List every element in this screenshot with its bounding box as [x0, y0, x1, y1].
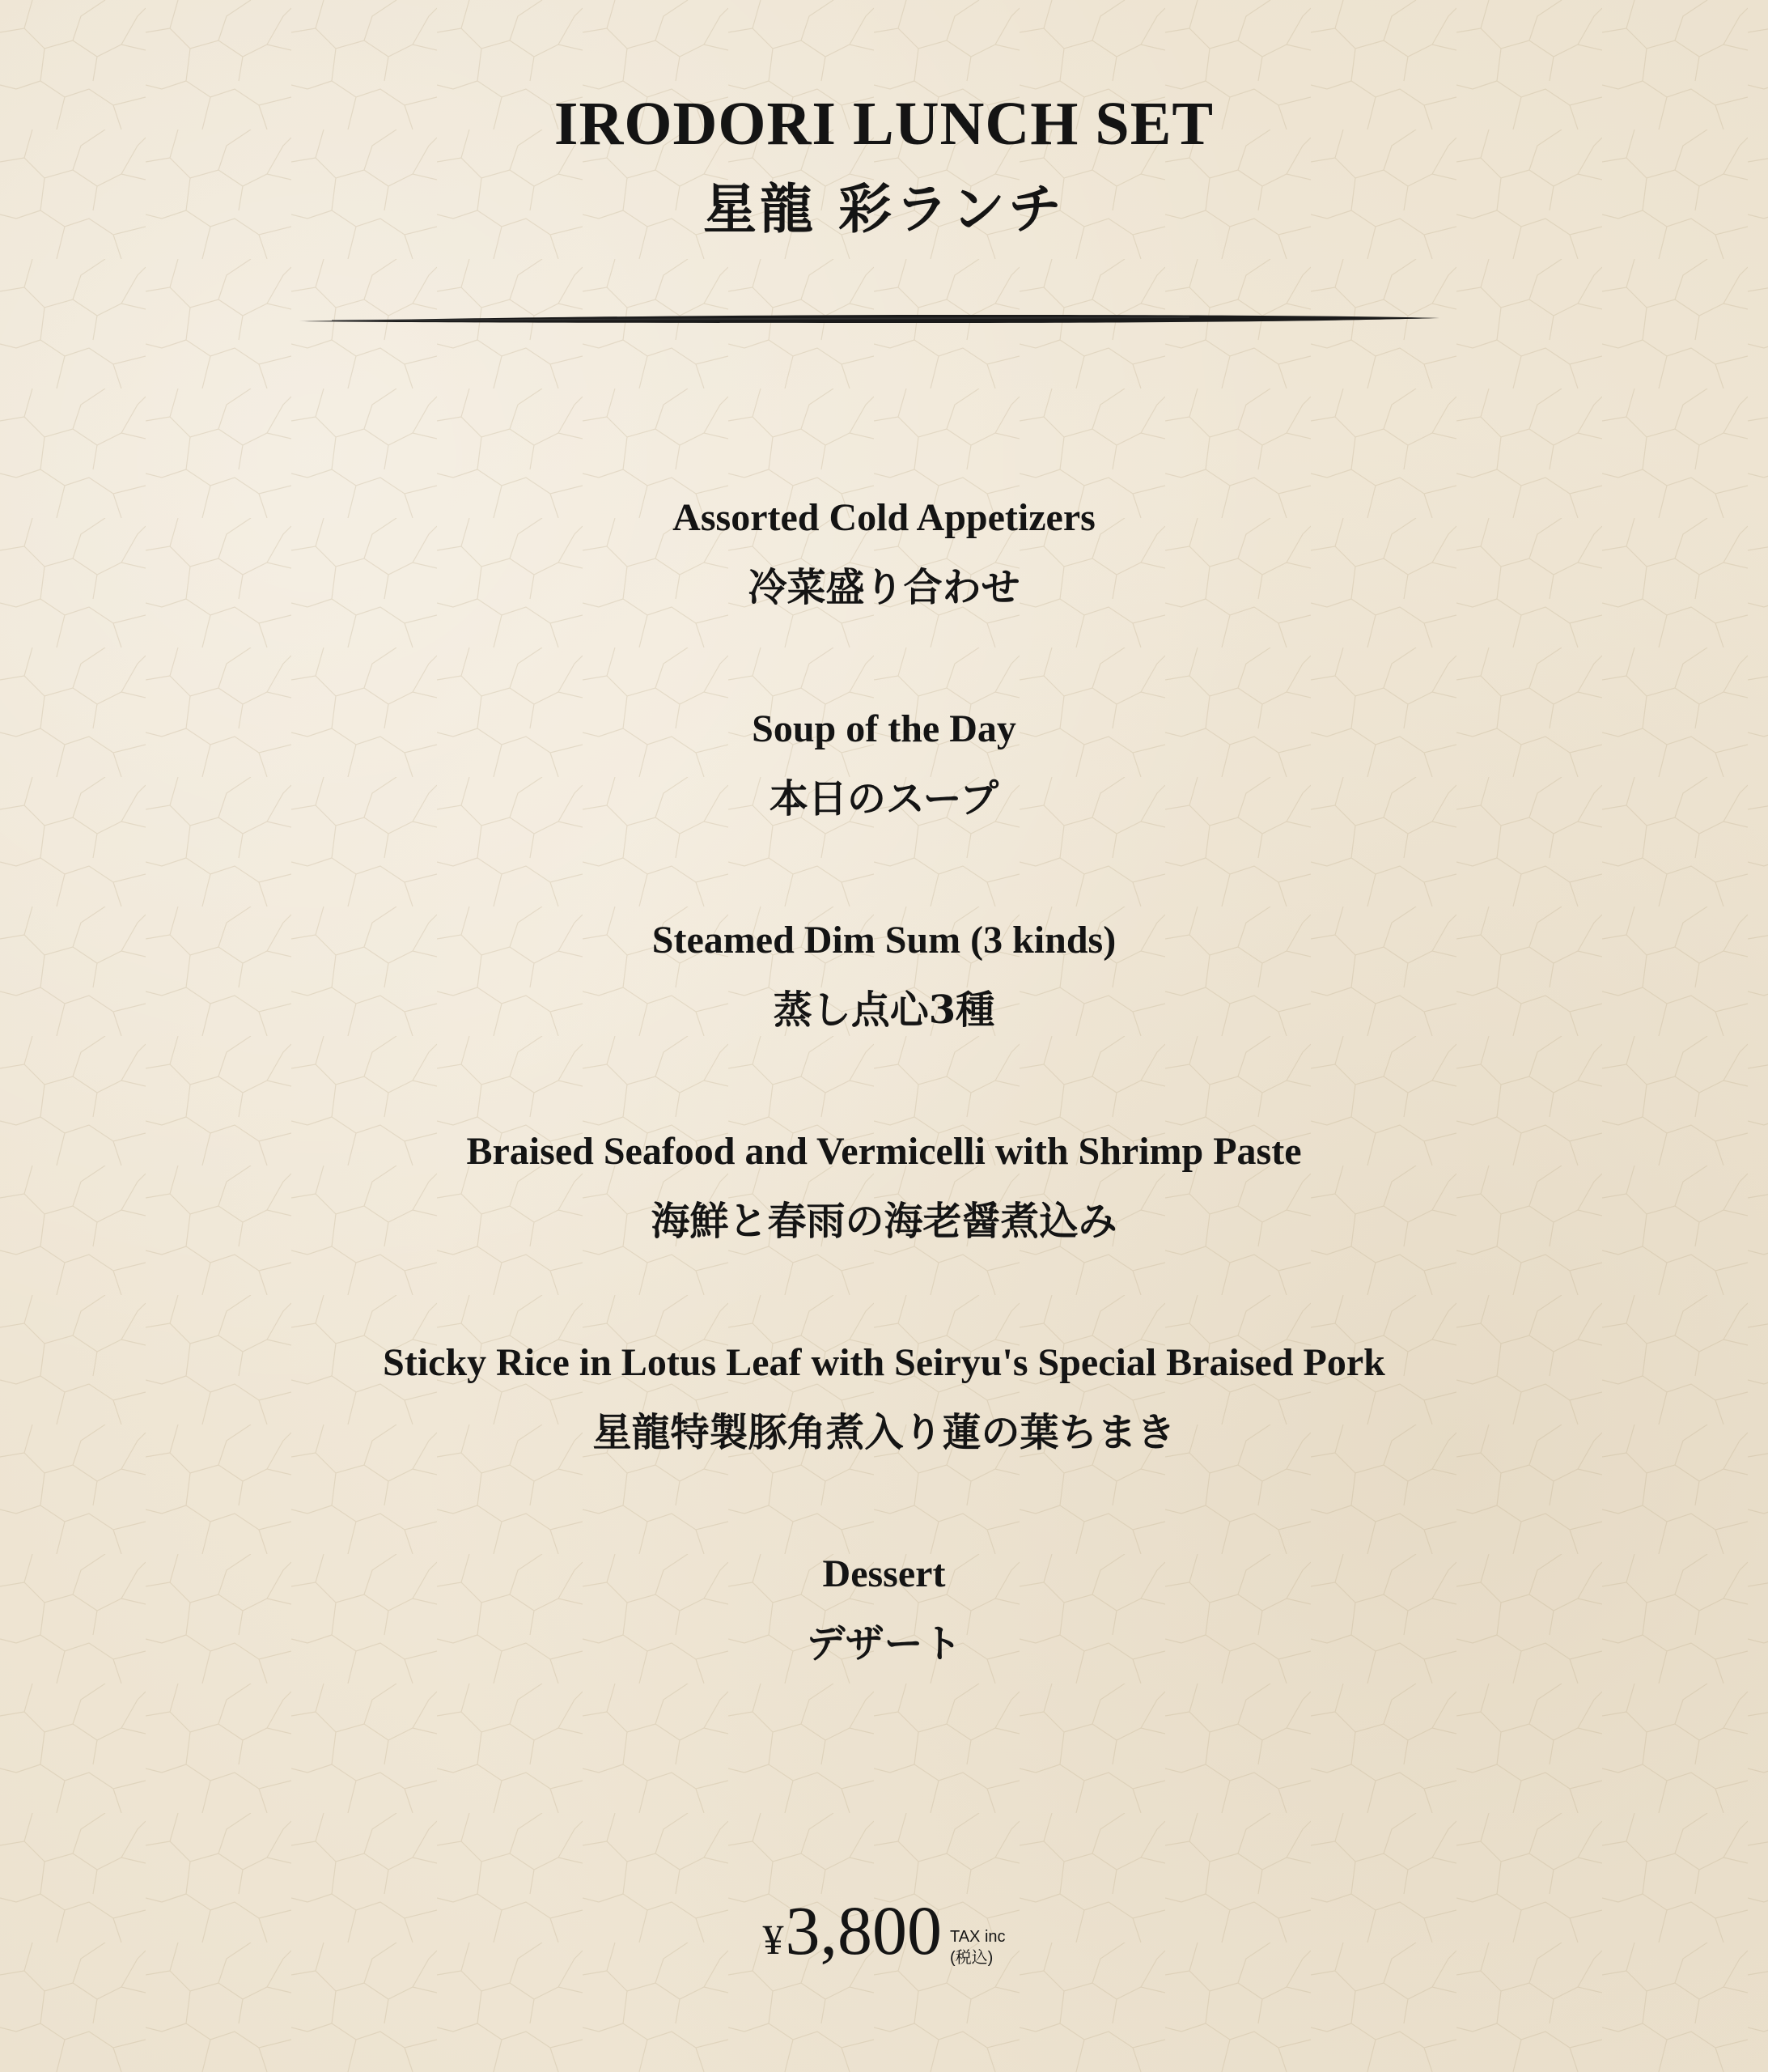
currency-symbol: ¥	[762, 1917, 784, 1964]
course-name-english: Dessert	[822, 1552, 946, 1595]
price-amount: 3,800	[785, 1892, 942, 1969]
course-name-japanese: 蒸し点心3種	[773, 987, 995, 1033]
course-item	[0, 908, 1768, 1119]
course-name-japanese: デザート	[806, 1621, 962, 1667]
brush-divider	[299, 310, 1440, 329]
course-name-english: Soup of the Day	[752, 707, 1016, 750]
course-name-japanese: 海鮮と春雨の海老醤煮込み	[651, 1199, 1117, 1244]
course-item	[0, 486, 1768, 697]
course-name-english: Steamed Dim Sum (3 kinds)	[651, 919, 1117, 962]
course-name-english: Sticky Rice in Lotus Leaf with Seiryu's Special Braised Pork	[383, 1341, 1385, 1384]
tax-note-japanese: (税込)	[949, 1949, 994, 1967]
course-name-english: Assorted Cold Appetizers	[672, 496, 1096, 539]
course-name-japanese: 星龍特製豚角煮入り蓮の葉ちまき	[592, 1410, 1176, 1455]
course-item	[0, 1542, 1768, 1753]
title-english: IRODORI LUNCH SET	[553, 90, 1215, 158]
course-item	[0, 1331, 1768, 1542]
price-block	[0, 1890, 1768, 1981]
course-item	[0, 1119, 1768, 1331]
tax-note-english: TAX inc	[949, 1928, 1006, 1946]
course-name-japanese: 冷菜盛り合わせ	[748, 565, 1020, 610]
course-name-english: Braised Seafood and Vermicelli with Shrimp Paste	[466, 1130, 1302, 1173]
course-name-japanese: 本日のスープ	[769, 776, 999, 822]
price-value	[762, 1890, 942, 1981]
course-item	[0, 697, 1768, 908]
title-japanese: 星龍 彩ランチ	[703, 177, 1065, 240]
course-list	[0, 486, 1768, 1753]
tax-note	[950, 1926, 1006, 1968]
